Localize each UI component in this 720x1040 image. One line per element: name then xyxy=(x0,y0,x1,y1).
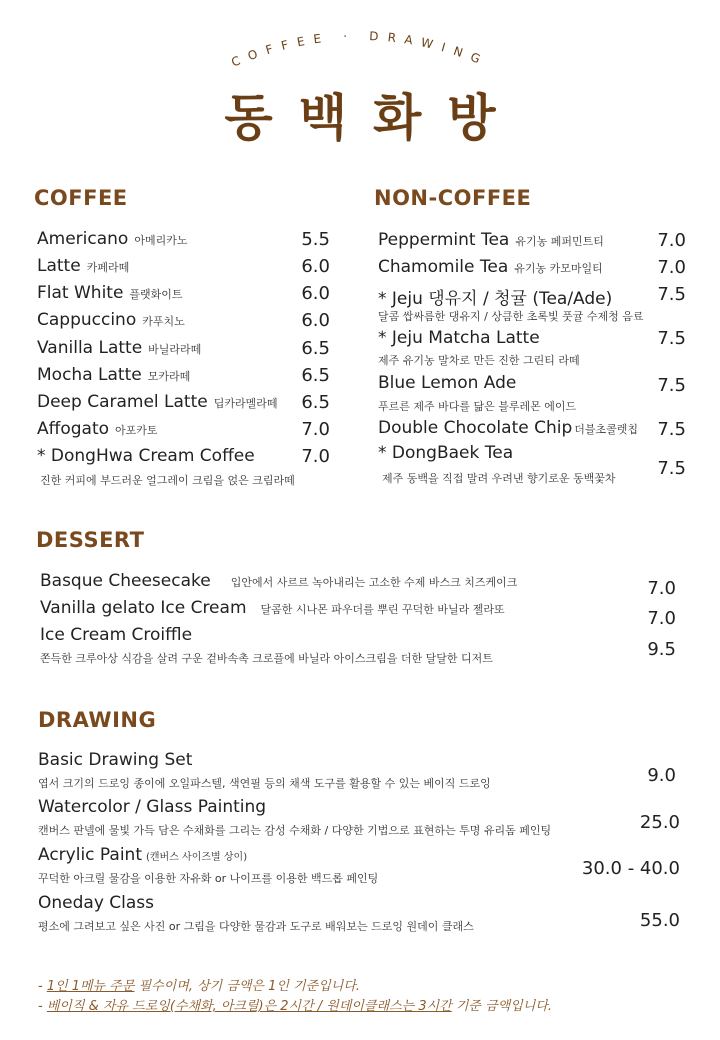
menu-item xyxy=(378,443,513,469)
item-name: Double Chocolate Chip xyxy=(378,418,573,438)
dessert-section-title: DESSERT xyxy=(36,528,145,552)
item-name: Acrylic Paint xyxy=(38,845,142,865)
item-price: 25.0 xyxy=(639,812,680,833)
tagline: COFFEE · DRAWING xyxy=(229,28,491,70)
item-price: 5.5 xyxy=(301,229,330,250)
item-korean-name: 유기농 카모마일티 xyxy=(514,262,603,275)
item-korean-name: 아메리카노 xyxy=(134,234,188,247)
menu-item xyxy=(40,598,505,624)
item-price: 6.5 xyxy=(301,392,330,413)
menu-item xyxy=(40,625,192,651)
item-description: 꾸덕한 아크릴 물감을 이용한 자유화 or 나이프를 이용한 백드롭 페인팅 xyxy=(38,872,379,885)
item-price: 6.0 xyxy=(301,256,330,277)
menu-item xyxy=(378,418,638,444)
item-description: 평소에 그려보고 싶은 사진 or 그림을 다양한 물감과 도구로 배워보는 드로잉 원데이 클래스 xyxy=(38,920,474,933)
svg-text:COFFEE · DRAWING xyxy=(229,29,490,70)
item-name: Latte xyxy=(37,256,81,276)
menu-item xyxy=(38,797,266,823)
item-name: Basque Cheesecake xyxy=(40,571,211,591)
item-name: Americano xyxy=(37,229,129,249)
item-price: 7.0 xyxy=(657,257,686,278)
menu-item xyxy=(38,750,192,776)
item-name: Vanilla gelato Ice Cream xyxy=(40,598,247,618)
menu-item xyxy=(378,328,540,354)
item-korean-name: 바닐라라떼 xyxy=(148,343,202,356)
menu-item xyxy=(378,284,612,310)
item-name: Ice Cream Croiffle xyxy=(40,625,193,645)
item-description: 푸르른 제주 바다를 닮은 블루레몬 에이드 xyxy=(378,400,577,413)
menu-item xyxy=(37,256,129,282)
item-price: 6.5 xyxy=(301,365,330,386)
item-name: Peppermint Tea xyxy=(378,230,510,250)
note-dash: - xyxy=(38,999,47,1014)
item-price: 7.5 xyxy=(657,375,686,396)
item-name: Cappuccino xyxy=(37,310,137,330)
coffee-section-title: COFFEE xyxy=(34,186,128,210)
item-korean-name: 모카라떼 xyxy=(147,370,191,383)
item-name: Basic Drawing Set xyxy=(38,750,193,770)
item-description: 달콤 쌉싸름한 댕유지 / 상큼한 초록빛 풋귤 수제청 음료 xyxy=(378,310,644,323)
item-name: Flat White xyxy=(37,283,124,303)
item-price: 7.0 xyxy=(301,446,330,467)
item-price: 7.5 xyxy=(657,419,686,440)
menu-item xyxy=(37,419,158,445)
item-price: 55.0 xyxy=(639,910,680,931)
item-name: Deep Caramel Latte xyxy=(37,392,208,412)
item-description: 달콤한 시나몬 파우더를 뿌린 꾸덕한 바닐라 젤라또 xyxy=(260,603,505,616)
item-name: Chamomile Tea xyxy=(378,257,509,277)
item-description: 캔버스 판넬에 물빛 가득 담은 수채화를 그리는 감성 수채화 / 다양한 기법으로 표현하는 투명 유리돔 페인팅 xyxy=(38,824,552,837)
note-dash: - xyxy=(38,979,47,994)
item-name: * DongHwa Cream Coffee xyxy=(37,446,255,466)
item-korean-name: 더블초콜렛칩 xyxy=(574,423,639,436)
item-name: Blue Lemon Ade xyxy=(378,373,517,393)
menu-item xyxy=(40,571,517,597)
note-emphasis: 1인 1메뉴 주문 xyxy=(46,979,135,994)
drawing-section-title: DRAWING xyxy=(38,708,157,732)
item-name: Watercolor / Glass Painting xyxy=(38,797,267,817)
item-price: 7.0 xyxy=(647,608,676,629)
item-korean-name: 카푸치노 xyxy=(142,315,185,328)
menu-item xyxy=(37,446,261,472)
menu-item xyxy=(38,845,247,871)
item-price: 7.0 xyxy=(647,578,676,599)
item-description: 진한 커피에 부드러운 얼그레이 크림을 얹은 크림라떼 xyxy=(40,474,295,487)
menu-item xyxy=(378,373,516,399)
item-korean-name: 플랫화이트 xyxy=(129,288,183,301)
item-price: 6.0 xyxy=(301,283,330,304)
note-text: 기준 금액입니다. xyxy=(451,999,553,1014)
item-korean-name: 카페라떼 xyxy=(86,261,130,274)
menu-item xyxy=(37,283,183,309)
item-name: * DongBaek Tea xyxy=(378,443,514,463)
note-line-2 xyxy=(38,995,552,1014)
item-price: 6.5 xyxy=(301,338,330,359)
item-name: * Jeju Matcha Latte xyxy=(378,328,540,348)
brand-title: 동백화방 xyxy=(224,89,522,147)
note-emphasis: 베이직 & 자유 드로잉(수채화, 아크릴)은 2시간 / 원데이클래스는 3시간 xyxy=(46,999,452,1014)
item-price: 9.5 xyxy=(647,639,676,660)
item-description: 입안에서 사르르 녹아내리는 고소한 수제 바스크 치즈케이크 xyxy=(230,576,518,589)
item-price: 7.5 xyxy=(657,328,686,349)
note-text: 필수이며, 상기 금액은 1인 기준입니다. xyxy=(134,979,361,994)
item-price: 7.0 xyxy=(657,230,686,251)
menu-item xyxy=(37,310,185,336)
item-description: 쫀득한 크루아상 식감을 살려 구운 겉바속촉 크로플에 바닐라 아이스크림을 더한 달달한 디저트 xyxy=(40,652,493,665)
item-name: Oneday Class xyxy=(38,893,155,913)
menu-item xyxy=(37,338,201,364)
item-korean-name: 유기농 페퍼민트티 xyxy=(515,235,604,248)
note-line-1 xyxy=(38,975,360,994)
item-description: 엽서 크기의 드로잉 종이에 오일파스텔, 색연필 등의 채색 도구를 활용할 수 있는 베이직 드로잉 xyxy=(38,777,491,790)
menu-item xyxy=(37,392,278,418)
noncoffee-section-title: NON-COFFEE xyxy=(374,186,532,210)
item-korean-name: 아포카토 xyxy=(115,424,158,437)
item-price: 6.0 xyxy=(301,310,330,331)
item-name: Vanilla Latte xyxy=(37,338,143,358)
item-name: Affogato xyxy=(37,419,110,439)
item-price: 7.5 xyxy=(657,284,686,305)
item-korean-name: 딥카라멜라떼 xyxy=(213,397,278,410)
menu-item xyxy=(37,229,187,255)
menu-item xyxy=(378,257,603,283)
item-price: 30.0 - 40.0 xyxy=(581,858,680,879)
item-description: 제주 동백을 직접 말려 우려낸 향기로운 동백꽃차 xyxy=(382,472,616,485)
menu-item xyxy=(38,893,154,919)
item-price: 7.0 xyxy=(301,419,330,440)
item-name: Mocha Latte xyxy=(37,365,142,385)
menu-item xyxy=(37,365,190,391)
item-description: 제주 유기농 말차로 만든 진한 그린티 라떼 xyxy=(378,354,580,367)
menu-item xyxy=(378,230,604,256)
item-price: 7.5 xyxy=(657,458,686,479)
item-name: * Jeju 댕유지 / 청귤 (Tea/Ade) xyxy=(378,289,613,309)
item-price: 9.0 xyxy=(647,765,676,786)
item-size-note: (캔버스 사이즈별 상이) xyxy=(146,852,248,863)
